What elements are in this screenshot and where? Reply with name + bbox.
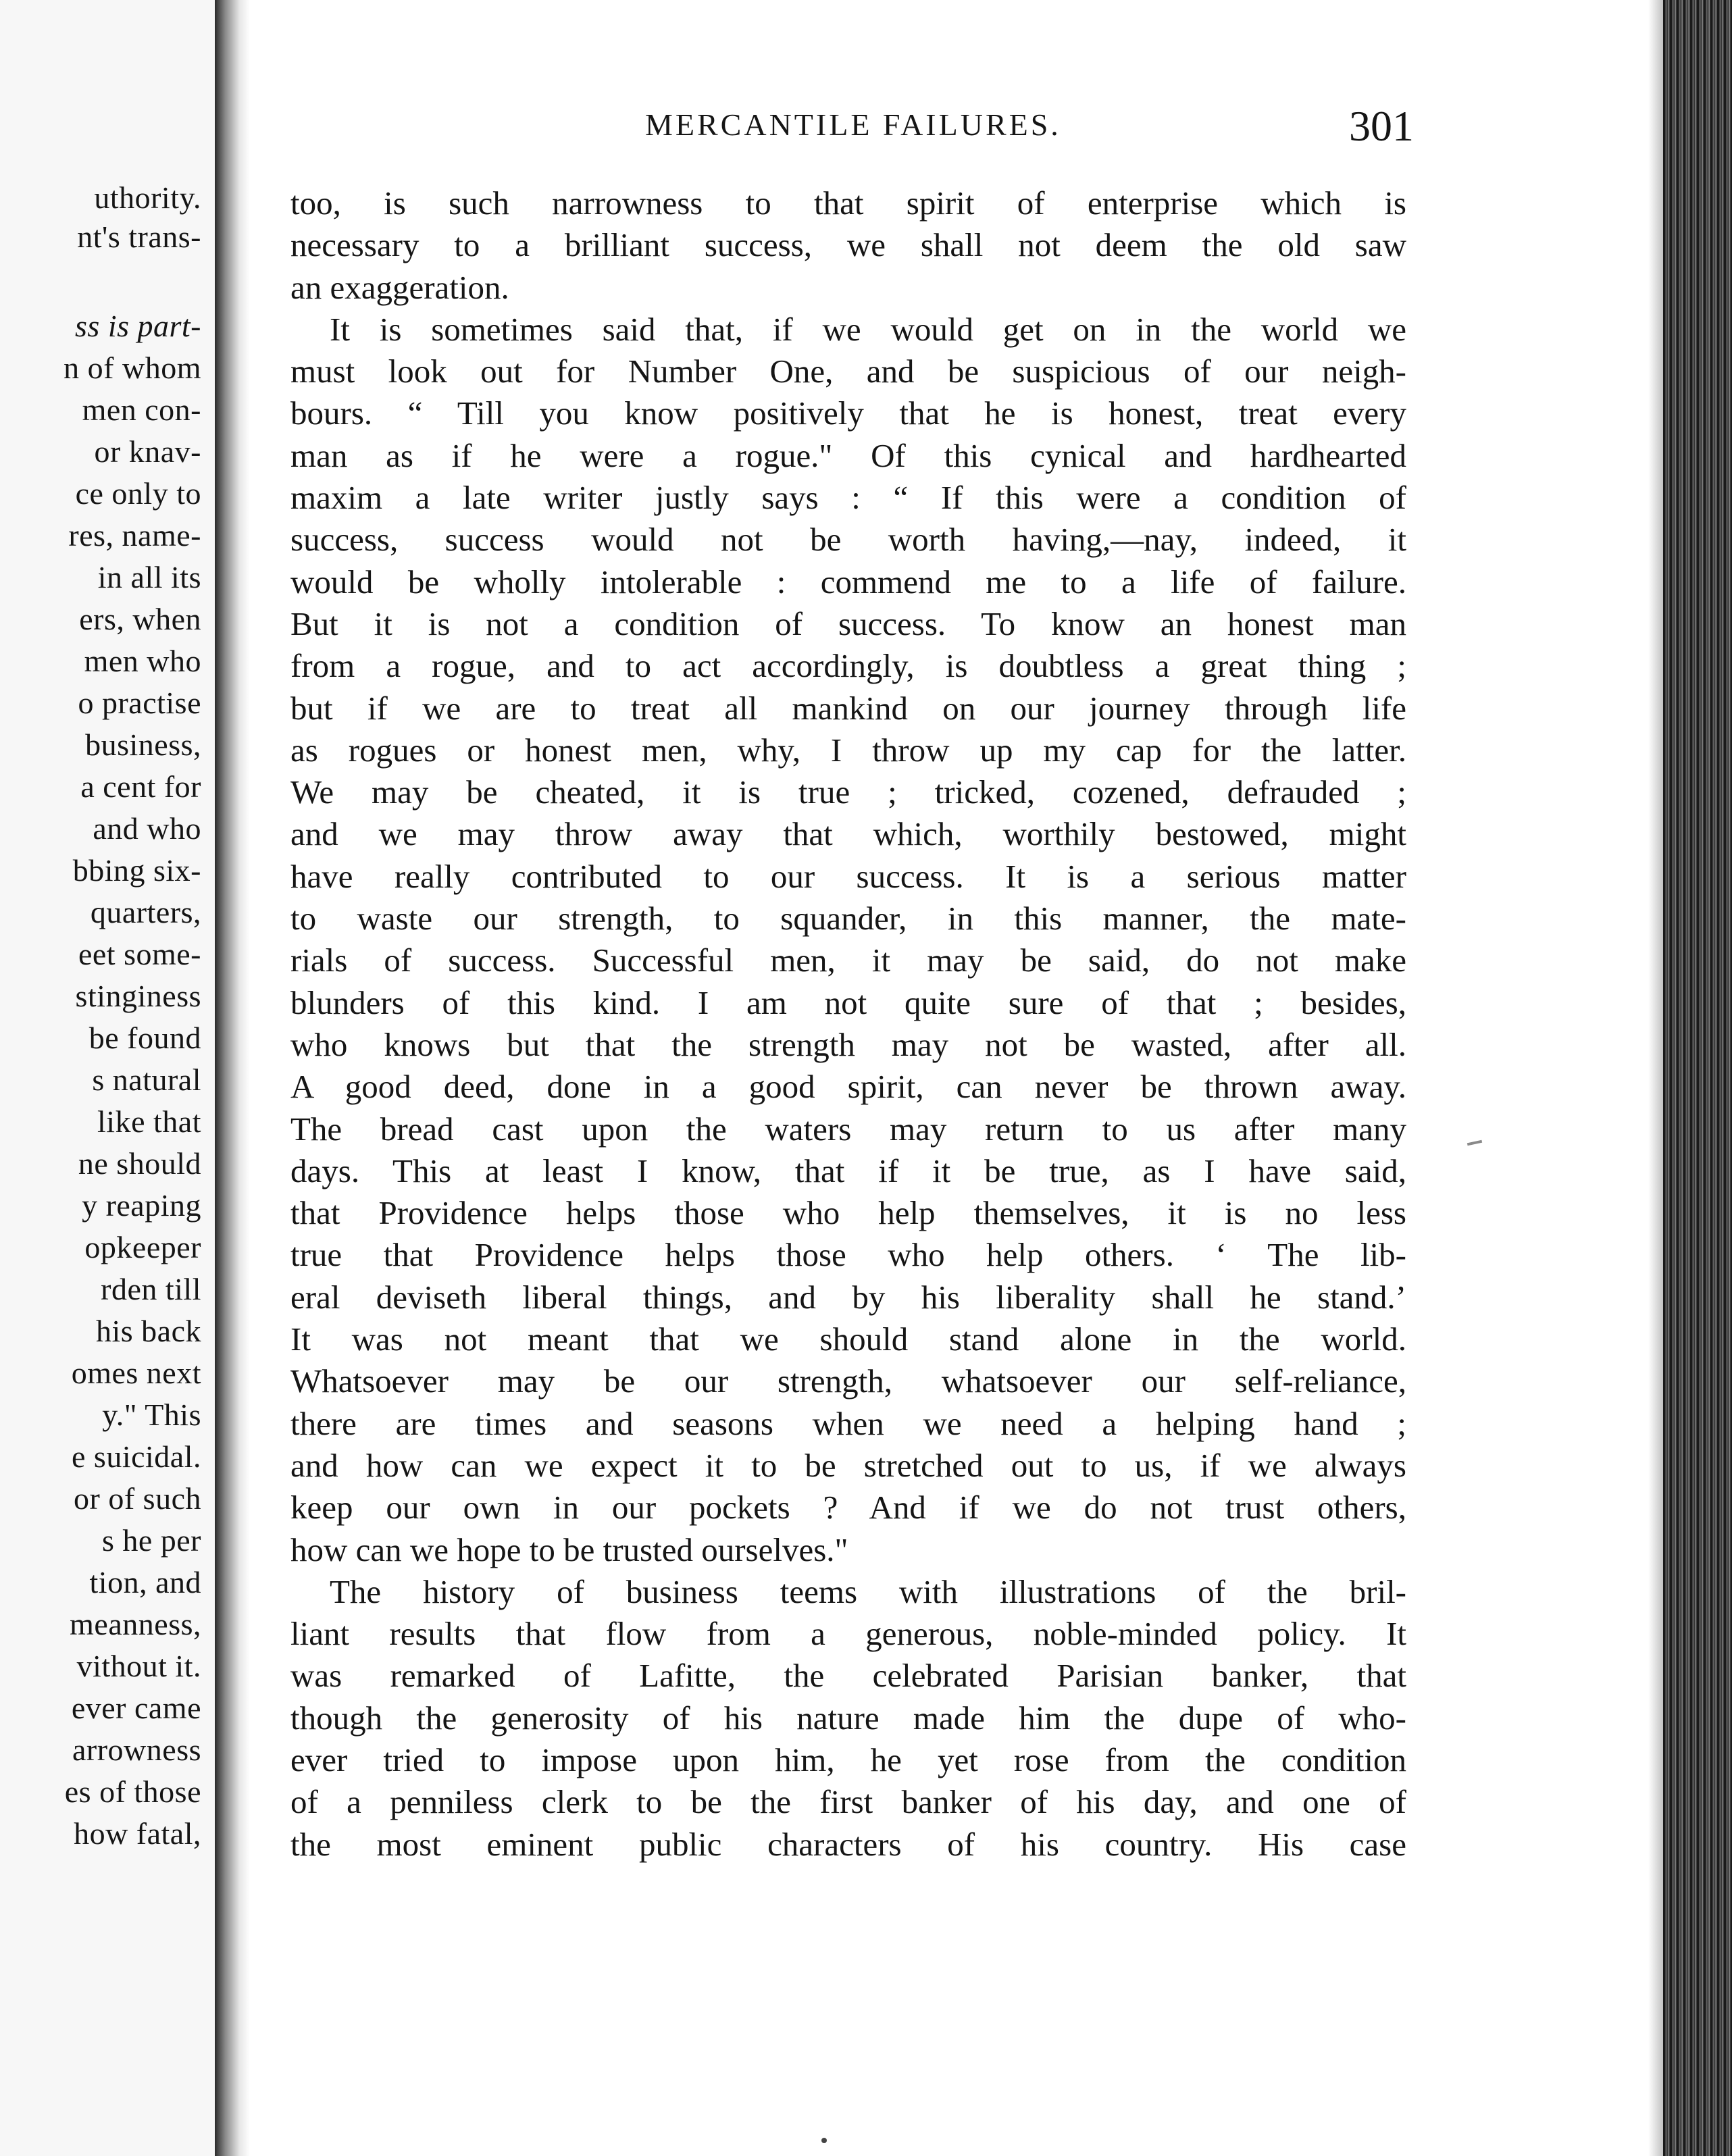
text-line: days. This at least I know, that if it be true, as I have said, [290,1152,1406,1189]
left-page-line: ever came [71,1691,201,1725]
text-line: blunders of this kind. I am not quite sure of that ; besides, [290,983,1406,1021]
text-line: and how can we expect it to be stretched out to us, if we always [290,1446,1406,1484]
text-line: the most eminent public characters of his country. His case [290,1825,1406,1863]
paragraph-first-line: The history of business teems with illustrations of the bril- [330,1572,1406,1610]
left-page-line: nt's trans- [77,220,201,254]
left-page-line: or of such [74,1481,201,1516]
text-line: ever tried to impose upon him, he yet rose from the condition [290,1741,1406,1778]
text-line: as rogues or honest men, why, I throw up my cap for the latter. [290,731,1406,769]
left-page-line: tion, and [89,1565,201,1599]
text-line: liant results that flow from a generous, noble-minded policy. It [290,1615,1406,1653]
page-header [270,101,1662,149]
left-page-line: like that [97,1104,201,1139]
left-page-line: e suicidal. [72,1439,201,1474]
left-page-line: ce only to [75,476,201,511]
left-page-line: arrowness [72,1732,201,1767]
running-head: MERCANTILE FAILURES. [645,107,1061,142]
left-page-line: o practise [78,686,201,720]
text-line: rials of success. Successful men, it may be said, do not make [290,942,1406,979]
left-page-line: men con- [82,392,201,427]
page-edge-shading [1648,0,1664,2156]
left-page-line: be found [88,1021,201,1055]
text-line: too, is such narrowness to that spirit of enterprise which is [290,184,1406,222]
text-line: success, success would not be worth having,—nay, indeed, it [290,521,1406,559]
left-page-line: meanness, [70,1607,201,1641]
left-page-line: or knav- [94,434,201,469]
text-line: but if we are to treat all mankind on our journey through life [290,689,1406,727]
left-page-line: ss is part- [75,309,201,343]
text-line: and we may throw away that which, worthily bestowed, might [290,815,1406,853]
left-page-line: bbing six- [72,853,201,888]
text-line: necessary to a brilliant success, we shall not deem the old saw [290,226,1406,264]
text-line: though the generosity of his nature made him the dupe of who- [290,1699,1406,1737]
left-page-line: es of those [64,1774,201,1809]
print-mark [1467,1140,1482,1146]
left-page-line: vithout it. [76,1649,201,1683]
left-page-line: n of whom [63,351,201,385]
left-page-line: s natural [92,1062,201,1097]
left-page-line: opkeeper [84,1230,201,1264]
text-line: that Providence helps those who help themselves, it is no less [290,1194,1406,1232]
paragraph-first-line: It is sometimes said that, if we would get on in the world we [330,310,1406,348]
text-line: A good deed, done in a good spirit, can never be thrown away. [290,1068,1406,1106]
page-body-text [290,182,1406,1866]
left-page-line: ne should [78,1146,201,1181]
book-gutter-shadow [215,0,250,2156]
ink-speck [821,2138,827,2143]
text-line: The bread cast upon the waters may return to us after many [290,1110,1406,1148]
book-page-stack-edge [1663,0,1732,2156]
text-line: an exaggeration. [290,268,509,306]
text-line: have really contributed to our success. It is a serious matter [290,857,1406,895]
left-page-line: quarters, [90,895,201,929]
text-line: Whatsoever may be our strength, whatsoever our self-reliance, [290,1362,1406,1400]
left-page-fragment [0,0,215,2156]
left-page-line: rden till [101,1272,201,1306]
left-page-line: omes next [71,1356,201,1390]
text-line: must look out for Number One, and be suspicious of our neigh- [290,353,1406,390]
text-line: eral deviseth liberal things, and by his liberality shall he stand.’ [290,1278,1406,1316]
left-page-line: and who [93,811,201,846]
left-page-line: ers, when [79,602,201,636]
text-line: keep our own in our pockets ? And if we do not trust others, [290,1489,1406,1526]
left-page-line: in all its [97,560,201,594]
text-line: true that Providence helps those who help others. ‘ The lib- [290,1236,1406,1274]
left-page-line: res, name- [68,518,201,553]
left-page-line: uthority. [94,180,201,215]
left-page-line: y reaping [82,1188,201,1223]
left-page-line: business, [85,727,201,762]
text-line: maxim a late writer justly says : “ If this were a condition of [290,479,1406,517]
text-line: It was not meant that we should stand alone in the world. [290,1320,1406,1358]
text-line: to waste our strength, to squander, in this manner, the mate- [290,900,1406,938]
text-line: man as if he were a rogue." Of this cynical and hardhearted [290,436,1406,474]
text-line: there are times and seasons when we need a helping hand ; [290,1404,1406,1442]
text-line: how can we hope to be trusted ourselves." [290,1531,848,1568]
left-page-line: s he per [101,1523,201,1558]
text-line: But it is not a condition of success. To know an honest man [290,605,1406,642]
page-number: 301 [1349,102,1414,150]
left-page-line: his back [95,1314,201,1348]
left-page-line: a cent for [80,769,201,804]
text-line: would be wholly intolerable : commend me to a life of failure. [290,563,1406,600]
left-page-line: how fatal, [74,1816,201,1851]
left-page-line: eet some- [78,937,201,971]
text-line: who knows but that the strength may not be wasted, after all. [290,1025,1406,1063]
text-line: was remarked of Lafitte, the celebrated Parisian banker, that [290,1657,1406,1695]
text-line: from a rogue, and to act accordingly, is doubtless a great thing ; [290,647,1406,685]
left-page-line: y." This [102,1397,201,1432]
left-page-line: stinginess [75,979,201,1013]
text-line: of a penniless clerk to be the first banker of his day, and one of [290,1783,1406,1821]
text-line: bours. “ Till you know positively that he is honest, treat every [290,394,1406,432]
left-page-line: men who [84,644,201,678]
text-line: We may be cheated, it is true ; tricked, cozened, defrauded ; [290,773,1406,811]
